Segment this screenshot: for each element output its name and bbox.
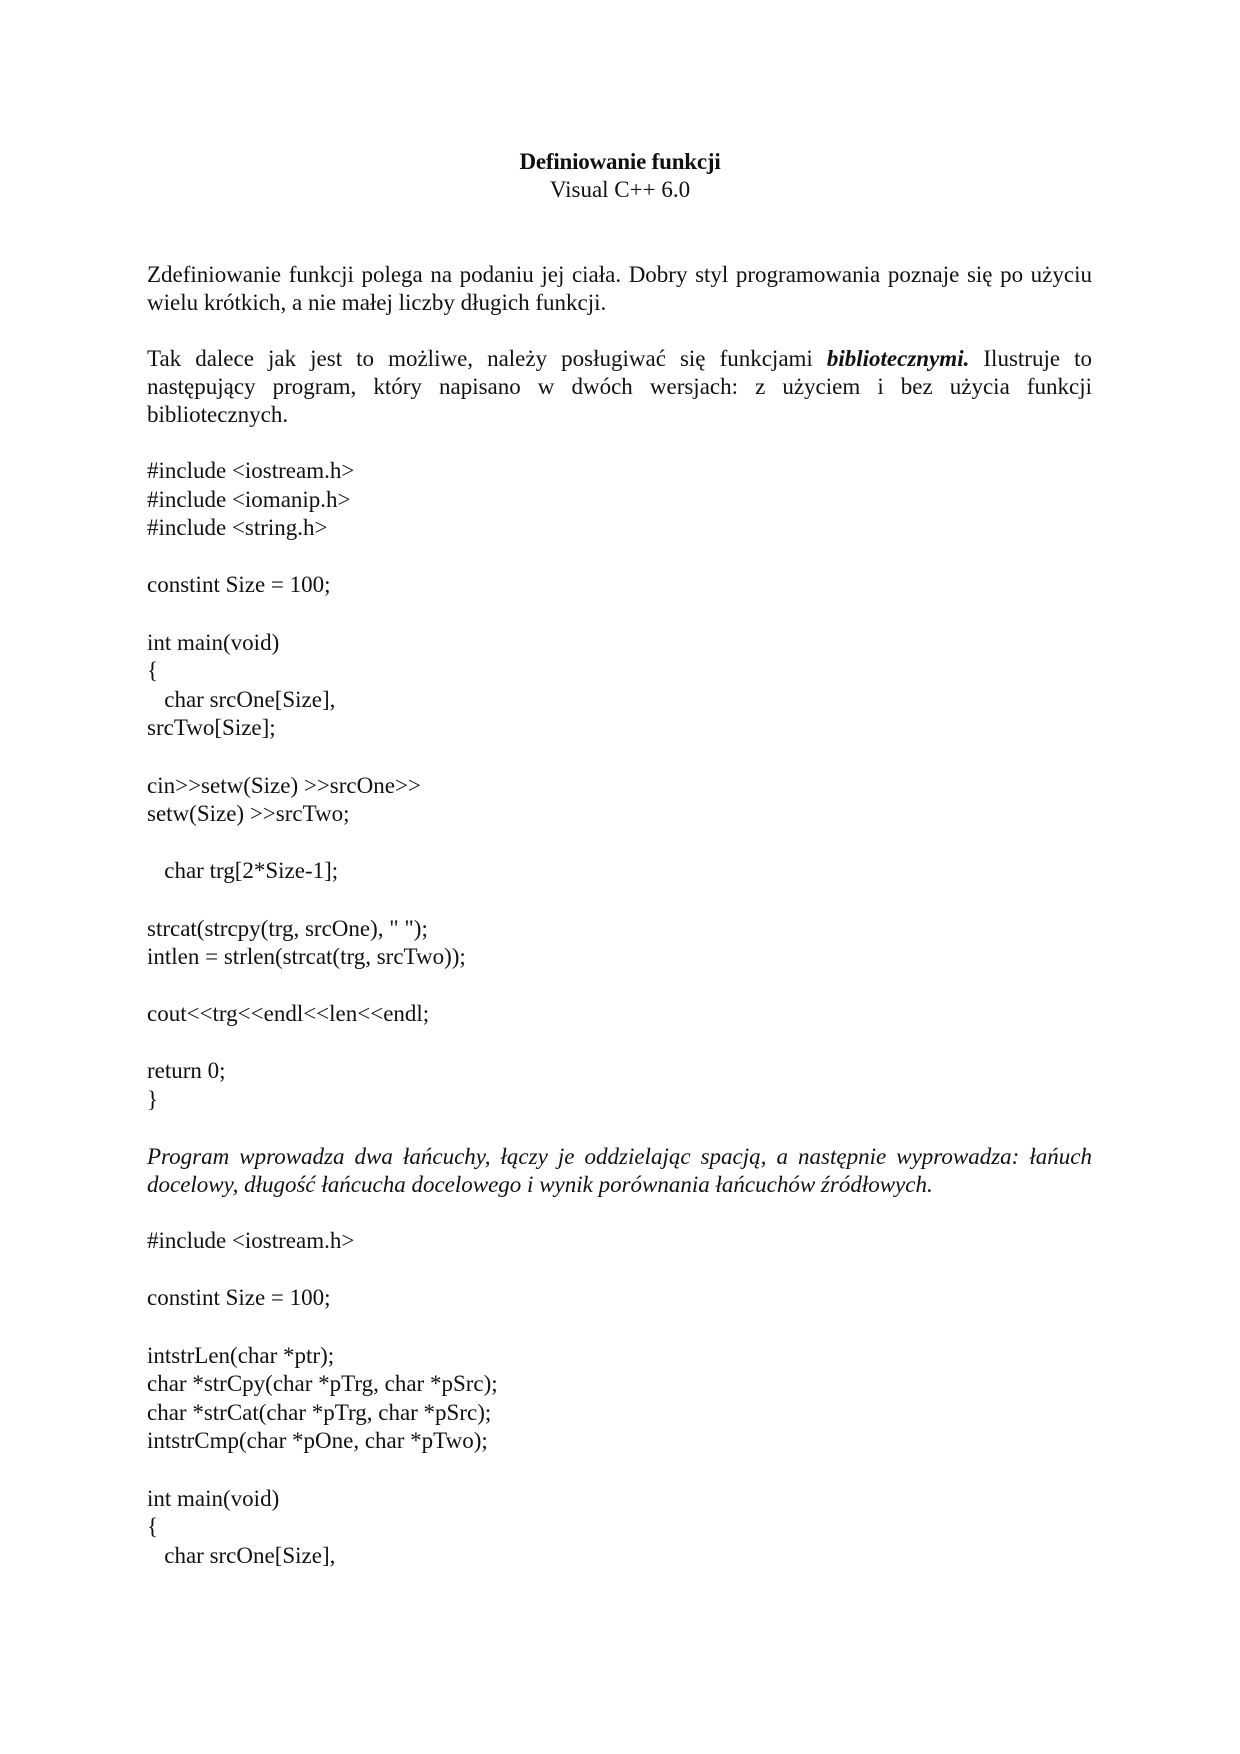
code-blank-line (147, 543, 1092, 572)
code-line: cout<<trg<<endl<<len<<endl; (147, 1001, 430, 1027)
code-blank-line (147, 972, 1092, 1001)
code-line: return 0; (147, 1058, 226, 1084)
code-blank-line (147, 886, 1092, 915)
code-listing-library (147, 457, 1092, 1115)
code-blank-line (147, 1456, 1092, 1485)
code-line: srcTwo[Size]; (147, 715, 276, 741)
code-line: constint Size = 100; (147, 1285, 331, 1311)
code-line: { (147, 1514, 159, 1540)
code-line: #include <iomanip.h> (147, 486, 351, 512)
document-body (147, 261, 1092, 1570)
code-blank-line (147, 1313, 1092, 1342)
title-block (0, 148, 1240, 204)
code-line: char srcOne[Size], (147, 1542, 336, 1568)
code-line: intlen = strlen(strcat(trg, srcTwo)); (147, 944, 466, 970)
code-blank-line (147, 1256, 1092, 1285)
code-listing-custom (147, 1227, 1092, 1570)
code-line: #include <iostream.h> (147, 1228, 355, 1254)
document-title: Definiowanie funkcji (519, 149, 721, 174)
code-line: { (147, 658, 159, 684)
code-line: int main(void) (147, 629, 280, 655)
library-functions-paragraph (147, 345, 1092, 429)
code-line: intstrLen(char *ptr); (147, 1342, 335, 1368)
code-line: #include <string.h> (147, 515, 328, 541)
code-line: #include <iostream.h> (147, 458, 355, 483)
code-blank-line (147, 1029, 1092, 1058)
code-blank-line (147, 600, 1092, 629)
intro-paragraph: Zdefiniowanie funkcji polega na podaniu jej ciała. Dobry styl programowania poznaje się po użyciu wielu krótkich, a nie małej liczby długich funkcji. (147, 262, 1092, 315)
code-blank-line (147, 829, 1092, 858)
code-blank-line (147, 743, 1092, 772)
code-line: char srcOne[Size], (147, 686, 336, 712)
library-paragraph-text-start: Tak dalece jak jest to możliwe, należy posługiwać się funkcjami (147, 346, 827, 371)
program-description-paragraph: Program wprowadza dwa łańcuchy, łączy je oddzielając spacją, a następnie wyprowadza: łańuch docelowy, długość łańcucha docelowego i wynik porównania łańcuchów źródłowych. (147, 1144, 1092, 1198)
code-line: intstrCmp(char *pOne, char *pTwo); (147, 1428, 488, 1454)
code-line: constint Size = 100; (147, 572, 331, 598)
code-line: cin>>setw(Size) >>srcOne>> (147, 772, 421, 798)
spacer (147, 1115, 1092, 1144)
code-line: char trg[2*Size-1]; (147, 858, 339, 884)
code-line: char *strCpy(char *pTrg, char *pSrc); (147, 1371, 498, 1397)
code-line: strcat(strcpy(trg, srcOne), " "); (147, 915, 428, 941)
code-line: setw(Size) >>srcTwo; (147, 801, 350, 827)
document-subtitle: Visual C++ 6.0 (549, 177, 691, 202)
library-paragraph-emphasis: bibliotecznymi. (826, 346, 970, 371)
code-line: int main(void) (147, 1485, 280, 1511)
code-line: char *strCat(char *pTrg, char *pSrc); (147, 1399, 492, 1425)
code-line: } (147, 1087, 159, 1113)
library-paragraph-text-end: Ilustruje to następujący program, który napisano w dwóch wersjach: z użyciem i bez użycia funkcji bibliotecznych. (147, 346, 1092, 427)
